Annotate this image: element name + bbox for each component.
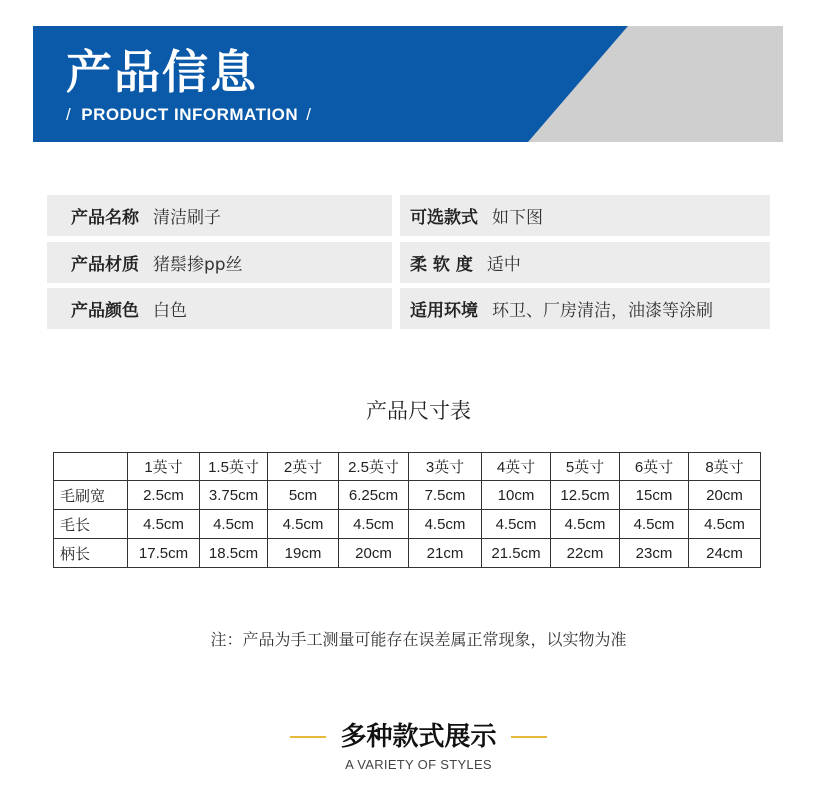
info-row-color [47, 288, 392, 329]
info-label: 产品名称 [71, 208, 139, 228]
styles-heading [0, 719, 837, 755]
table-header-cell: 2.5英寸 [339, 453, 409, 481]
table-header-cell: 3英寸 [409, 453, 482, 481]
table-cell: 4.5cm [409, 510, 482, 539]
heading-rule-right [511, 736, 547, 738]
banner-title: 产品信息 [66, 45, 258, 99]
info-value: 环卫、厂房清洁，油漆等涂刷 [492, 301, 713, 321]
info-label: 可选款式 [410, 208, 478, 228]
info-value: 白色 [153, 301, 187, 321]
table-cell: 23cm [620, 539, 689, 568]
table-cell: 4.5cm [551, 510, 620, 539]
table-row-label: 毛长 [54, 510, 128, 539]
table-cell: 4.5cm [268, 510, 339, 539]
table-header-cell: 1.5英寸 [200, 453, 268, 481]
table-header-cell: 1英寸 [128, 453, 200, 481]
size-table [53, 452, 761, 568]
banner-slash-left: / [66, 105, 72, 124]
table-cell: 6.25cm [339, 481, 409, 510]
info-value: 适中 [486, 255, 521, 275]
table-cell: 15cm [620, 481, 689, 510]
table-row-label: 毛刷宽 [54, 481, 128, 510]
info-value: 如下图 [492, 208, 543, 228]
info-row-environment [400, 288, 770, 329]
table-header-cell: 5英寸 [551, 453, 620, 481]
table-cell: 20cm [339, 539, 409, 568]
table-cell: 4.5cm [482, 510, 551, 539]
info-row-style [400, 195, 770, 236]
table-header-cell: 8英寸 [689, 453, 761, 481]
styles-subtitle: A VARIETY OF STYLES [345, 757, 492, 772]
table-header-cell [54, 453, 128, 481]
info-label: 柔 软 度 [410, 255, 473, 275]
table-cell: 17.5cm [128, 539, 200, 568]
info-row-material [47, 242, 392, 283]
table-row [54, 481, 761, 510]
table-row [54, 510, 761, 539]
table-cell: 7.5cm [409, 481, 482, 510]
heading-rule-left [290, 736, 326, 738]
banner-slash-right: / [306, 105, 312, 124]
table-row-label: 柄长 [54, 539, 128, 568]
measurement-note: 注：产品为手工测量可能存在误差属正常现象，以实物为准 [210, 630, 627, 649]
table-cell: 4.5cm [200, 510, 268, 539]
table-header-row [54, 453, 761, 481]
table-cell: 4.5cm [128, 510, 200, 539]
info-value: 猪鬃掺pp丝 [153, 255, 243, 275]
table-cell: 20cm [689, 481, 761, 510]
info-label: 适用环境 [410, 301, 478, 321]
info-value: 清洁刷子 [153, 208, 221, 228]
info-row-name [47, 195, 392, 236]
table-cell: 19cm [268, 539, 339, 568]
table-cell: 21cm [409, 539, 482, 568]
size-table-title: 产品尺寸表 [366, 399, 471, 423]
table-header-cell: 6英寸 [620, 453, 689, 481]
banner-subtitle [66, 105, 311, 125]
table-cell: 4.5cm [620, 510, 689, 539]
table-cell: 22cm [551, 539, 620, 568]
table-cell: 24cm [689, 539, 761, 568]
table-cell: 3.75cm [200, 481, 268, 510]
banner-subtitle-text: PRODUCT INFORMATION [81, 105, 299, 124]
table-cell: 18.5cm [200, 539, 268, 568]
table-cell: 4.5cm [689, 510, 761, 539]
product-info-banner [33, 26, 783, 142]
info-row-softness [400, 242, 770, 283]
table-cell: 21.5cm [482, 539, 551, 568]
table-cell: 2.5cm [128, 481, 200, 510]
table-header-cell: 4英寸 [482, 453, 551, 481]
table-cell: 12.5cm [551, 481, 620, 510]
table-cell: 10cm [482, 481, 551, 510]
table-row [54, 539, 761, 568]
table-cell: 5cm [268, 481, 339, 510]
table-cell: 4.5cm [339, 510, 409, 539]
table-header-cell: 2英寸 [268, 453, 339, 481]
info-label: 产品材质 [71, 255, 139, 275]
styles-title: 多种款式展示 [340, 722, 497, 752]
info-label: 产品颜色 [71, 301, 139, 321]
